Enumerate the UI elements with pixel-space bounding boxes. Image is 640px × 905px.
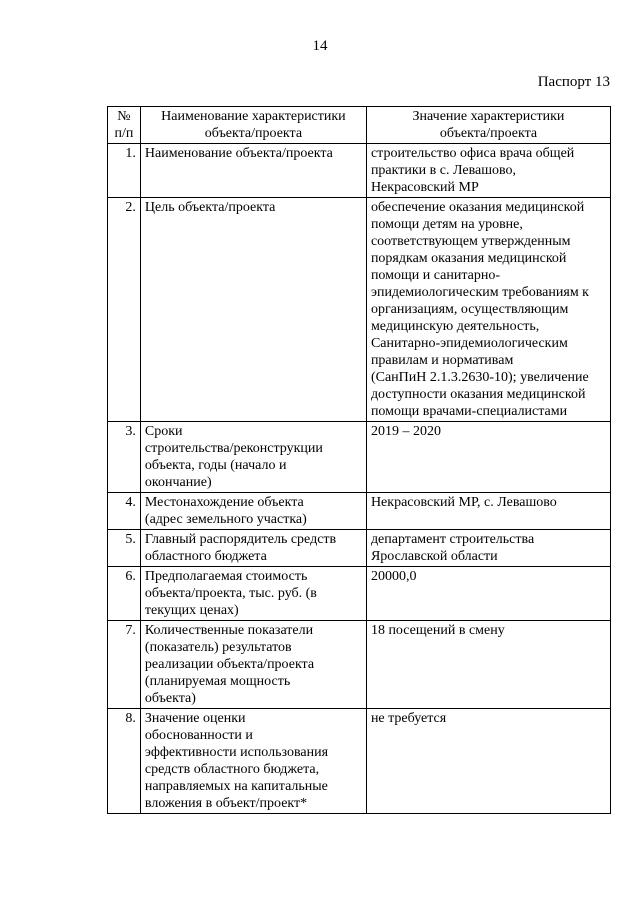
row-num: 8. xyxy=(108,709,141,814)
page-number: 14 xyxy=(312,38,328,54)
row-num: 4. xyxy=(108,493,141,530)
row-name: Местонахождение объекта (адрес земельного участка) xyxy=(140,493,366,530)
row-num: 7. xyxy=(108,621,141,709)
row-num: 1. xyxy=(108,144,141,198)
table-row xyxy=(108,198,611,422)
row-name: Количественные показатели (показатель) результатов реализации объекта/проекта (планируемая мощность объекта) xyxy=(140,621,366,709)
row-name: Значение оценки обоснованности и эффективности использования средств областного бюджета, направляемых на капитальные вложения в объект/проект* xyxy=(140,709,366,814)
row-num: 3. xyxy=(108,422,141,493)
table-row xyxy=(108,567,611,621)
row-num: 6. xyxy=(108,567,141,621)
table-row xyxy=(108,422,611,493)
row-name: Цель объекта/проекта xyxy=(140,198,366,422)
header-num: № п/п xyxy=(108,107,141,144)
table-row xyxy=(108,493,611,530)
row-value: департамент строительства Ярославской области xyxy=(366,530,610,567)
row-name: Предполагаемая стоимость объекта/проекта, тыс. руб. (в текущих ценах) xyxy=(140,567,366,621)
row-value: обеспечение оказания медицинской помощи детям на уровне, соответствующем утвержденным порядкам оказания медицинской помощи и санитарно- эпидемиологическим требованиям к организациям, осуществляющим медицинскую деятельность, Санитарно-эпидемиологическим правилам и нормативам (СанПиН 2.1.3.2630-10); увеличение доступности оказания медицинской помощи врачами-специалистами xyxy=(366,198,610,422)
table-row xyxy=(108,144,611,198)
row-num: 5. xyxy=(108,530,141,567)
table-row xyxy=(108,621,611,709)
row-name: Главный распорядитель средств областного бюджета xyxy=(140,530,366,567)
row-value: не требуется xyxy=(366,709,610,814)
row-value: 2019 – 2020 xyxy=(366,422,610,493)
row-value: Некрасовский МР, с. Левашово xyxy=(366,493,610,530)
row-value: 18 посещений в смену xyxy=(366,621,610,709)
row-name: Наименование объекта/проекта xyxy=(140,144,366,198)
row-num: 2. xyxy=(108,198,141,422)
header-name: Наименование характеристики объекта/проекта xyxy=(140,107,366,144)
table-row xyxy=(108,530,611,567)
header-value: Значение характеристики объекта/проекта xyxy=(366,107,610,144)
row-value: 20000,0 xyxy=(366,567,610,621)
table-row xyxy=(108,709,611,814)
passport-label: Паспорт 13 xyxy=(537,74,610,90)
passport-table xyxy=(107,106,611,814)
table-header-row xyxy=(108,107,611,144)
row-name: Сроки строительства/реконструкции объекта, годы (начало и окончание) xyxy=(140,422,366,493)
row-value: строительство офиса врача общей практики в с. Левашово, Некрасовский МР xyxy=(366,144,610,198)
